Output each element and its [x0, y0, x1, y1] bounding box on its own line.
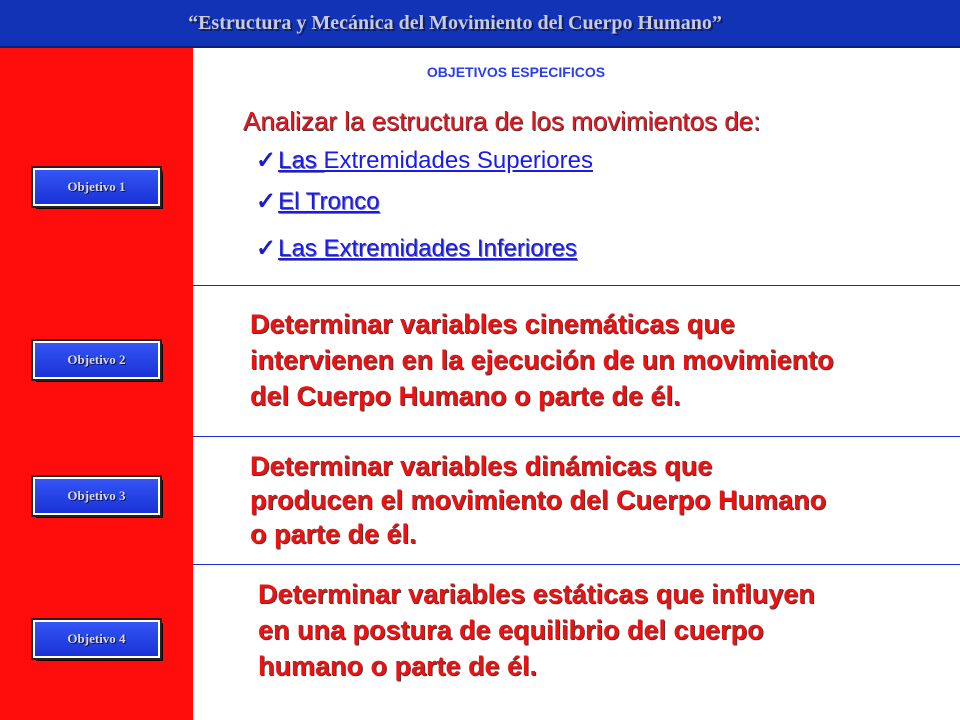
objective-3-text	[250, 449, 826, 551]
trunk-link[interactable]: El Tronco	[278, 188, 380, 215]
presentation-title: “Estructura y Mecánica del Movimiento del Cuerpo Humano”	[188, 12, 722, 34]
objective-2-text	[250, 306, 834, 414]
text-line: producen el movimiento del Cuerpo Humano	[250, 485, 827, 515]
section-subtitle: OBJETIVOS ESPECIFICOS	[426, 64, 606, 80]
text-line: humano o parte de él.	[258, 651, 538, 681]
text-line: del Cuerpo Humano o parte de él.	[250, 381, 681, 411]
objective-3-button[interactable]: Objetivo 3	[33, 477, 160, 515]
divider	[193, 285, 960, 286]
objective-4-text	[258, 576, 815, 684]
upper-limbs-link[interactable]: Las Extremidades Superiores	[278, 147, 593, 174]
title-bar	[0, 0, 960, 48]
lower-limbs-link[interactable]: Las Extremidades Inferiores	[278, 235, 577, 262]
text-line: Determinar variables cinemáticas que	[250, 309, 735, 339]
text-line: Determinar variables dinámicas que	[250, 451, 713, 481]
text-line: intervienen en la ejecución de un movimiento	[250, 345, 834, 375]
checkmark-icon: ✓	[256, 235, 277, 262]
objective-4-button[interactable]: Objetivo 4	[33, 620, 160, 658]
checkmark-icon: ✓	[256, 147, 277, 174]
objective-1-button[interactable]: Objetivo 1	[33, 168, 160, 206]
checkmark-icon: ✓	[256, 188, 277, 215]
objective-2-button[interactable]: Objetivo 2	[33, 341, 160, 379]
objective-1-heading: Analizar la estructura de los movimientos de:	[243, 106, 761, 136]
divider	[193, 436, 960, 437]
list-item	[256, 234, 577, 263]
text-line: o parte de él.	[250, 519, 417, 549]
list-item	[256, 146, 593, 175]
list-item	[256, 187, 380, 216]
text-line: Determinar variables estáticas que influyen	[258, 579, 815, 609]
text-line: en una postura de equilibrio del cuerpo	[258, 615, 764, 645]
divider	[193, 564, 960, 565]
